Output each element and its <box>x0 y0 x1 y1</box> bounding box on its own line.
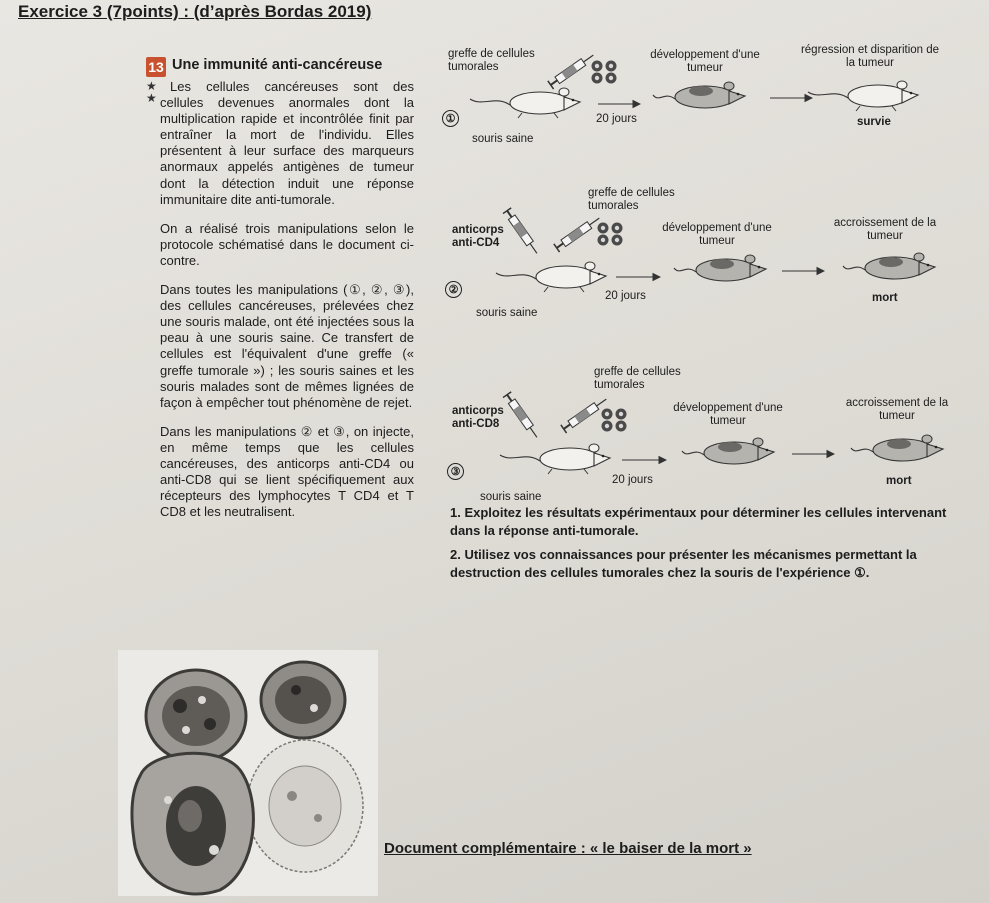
row1-outcome-label: survie <box>857 116 891 128</box>
exercise-number-badge: 13 <box>146 57 166 77</box>
row3-develop-label: développement d'une tumeur <box>673 402 783 427</box>
row1-develop-label: développement d'une tumeur <box>650 49 760 74</box>
row1-duration-label: 20 jours <box>596 113 637 125</box>
tumor-cells-icon <box>602 409 627 432</box>
row2-outcome-label: mort <box>872 292 898 304</box>
tumor-mouse-icon <box>653 82 745 108</box>
row1-healthy-label: souris saine <box>472 133 534 145</box>
healthy-mouse-icon <box>470 88 580 118</box>
exercise-title: Une immunité anti-cancéreuse <box>172 57 383 73</box>
row3-graft-label: greffe de cellules tumorales <box>594 366 681 391</box>
row2-final-label: accroissement de la tumeur <box>833 217 937 242</box>
paragraph-antibodies: Dans les manipulations ② et ③, on injecte, en même temps que les cellules cancéreuses, des anticorps anti-CD4 ou anti-CD8 qui se lient spécifiquement aux récepteurs des lymphocytes T CD4 et T CD8 et les neutralisent. <box>160 423 414 520</box>
row3-number: ③ <box>447 463 464 480</box>
row2-healthy-label: souris saine <box>476 307 538 319</box>
row3-healthy-label: souris saine <box>480 491 542 503</box>
question-2: 2. Utilisez vos connaissances pour présenter les mécanismes permettant la destruction des cellules tumorales chez la souris de l'expérience ①. <box>450 547 917 580</box>
row2-duration-label: 20 jours <box>605 290 646 302</box>
healthy-mouse-icon <box>500 444 610 474</box>
row2-number: ② <box>445 281 462 298</box>
tumor-cells-icon <box>598 223 623 246</box>
paragraph-definition: Les cellules cancéreuses sont des cellules devenues anormales dont la multiplication rapide et incontrôlée finit par entraîner la mort de l'individu. Elles présentent à leur surface des marqueurs anormaux appelés antigènes de tumeur dont la détection induit une réponse immunitaire dite anti-tumorale. <box>160 79 414 207</box>
dead-mouse-icon <box>851 435 943 461</box>
tumor-mouse-icon <box>674 255 766 281</box>
row3-duration-label: 20 jours <box>612 474 653 486</box>
tumor-mouse-icon <box>682 438 774 464</box>
document-caption: Document complémentaire : « le baiser de la mort » <box>384 840 752 857</box>
recovered-mouse-icon <box>808 81 918 111</box>
tumor-cells-icon <box>592 61 617 84</box>
row2-graft-label: greffe de cellules tumorales <box>588 187 675 212</box>
row1-final-label: régression et disparition de la tumeur <box>800 44 940 69</box>
exercise-header-title: Exercice 3 (7points) : (d’après Bordas 2019) <box>18 2 372 21</box>
micrograph-photo <box>118 650 378 896</box>
syringe-icon <box>554 214 602 252</box>
questions-block <box>450 504 980 582</box>
difficulty-star-icon: ★ ★ <box>146 79 157 105</box>
row1-number: ① <box>442 110 459 127</box>
row2-antibody-label: anticorps anti-CD4 <box>452 224 504 249</box>
dead-mouse-icon <box>843 253 935 279</box>
row3-outcome-label: mort <box>886 475 912 487</box>
paragraph-manipulations: Dans toutes les manipulations (①, ②, ③), des cellules cancéreuses, prélevées chez une souris malade, ont été injectées sous la peau à une souris saine. Ce transfert de cellules est l'équivalent d'une greffe (« greffe tumorale ») ; les souris saines et les souris malades sont de mêmes lignées de façon à empêcher tout phénomène de rejet. <box>160 282 414 410</box>
row2-develop-label: développement d'une tumeur <box>662 222 772 247</box>
question-1: 1. Exploitez les résultats expérimentaux pour déterminer les cellules intervenant dans la réponse anti-tumorale. <box>450 505 947 538</box>
row1-graft-label: greffe de cellules tumorales <box>448 48 535 73</box>
paragraph-protocol: On a réalisé trois manipulations selon le protocole schématisé dans le document ci-contre. <box>160 220 414 268</box>
row3-antibody-label: anticorps anti-CD8 <box>452 405 504 430</box>
row3-final-label: accroissement de la tumeur <box>845 397 949 422</box>
healthy-mouse-icon <box>496 262 606 292</box>
